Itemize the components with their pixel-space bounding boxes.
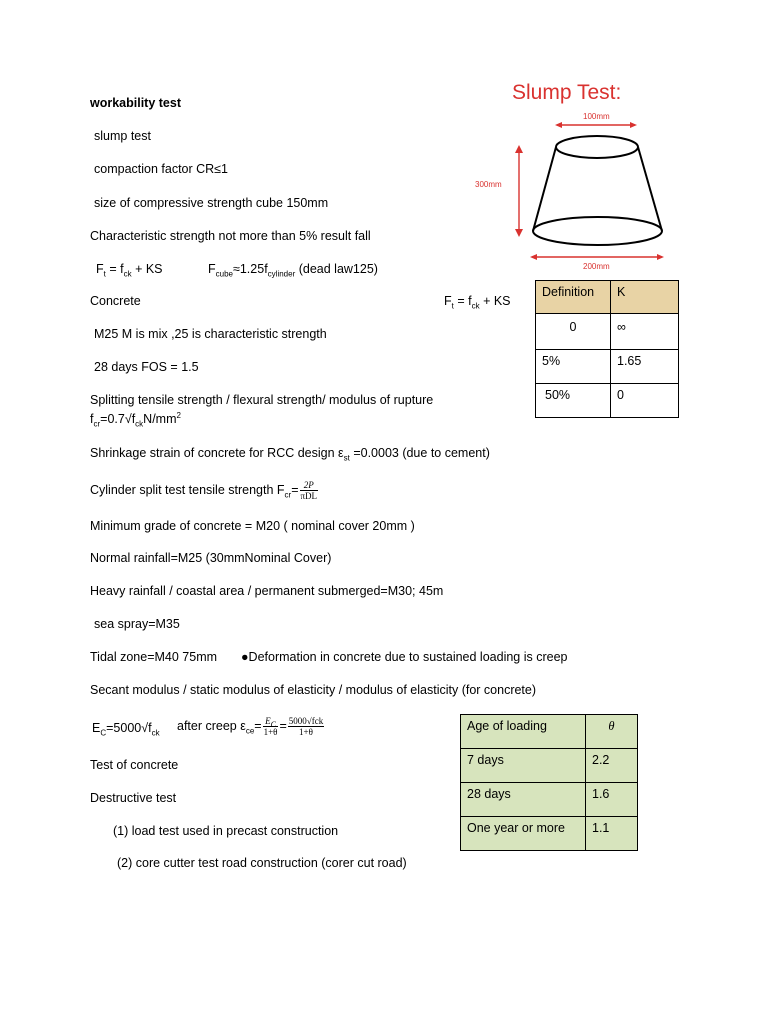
line-cube-size: size of compressive strength cube 150mm — [94, 196, 329, 210]
table-cell: 1.1 — [586, 817, 638, 851]
table-cell: 1.65 — [611, 350, 679, 384]
header-k: K — [611, 281, 679, 314]
fraction-2p-pidl: $\frac{2P}{\text{πDL}}$ — [300, 480, 318, 501]
line-load-test: (1) load test used in precast construction — [113, 824, 339, 838]
line-fcube-formula: $F_{cube}\approx 1.25f_{cylinder}$ (dead law125) — [208, 262, 378, 279]
line-creep-formula: after creep $\varepsilon_{ce}=$ $\frac{E_C}{1+\theta}$ = $\frac{\text{5000√fck}}{1+\theta}$ — [177, 716, 324, 737]
line-slump-test: slump test — [94, 129, 151, 143]
table-row — [461, 749, 638, 783]
height-dim-label: 300mm — [475, 180, 502, 189]
line-tidal-zone: Tidal zone=M40 75mm — [90, 650, 218, 664]
line-cylinder-split: Cylinder split test tensile strength $F_{cr}=$ $\frac{2P}{\text{πDL}}$ — [90, 480, 318, 501]
line-test-of-concrete: Test of concrete — [90, 758, 179, 772]
table-cell: 0 — [536, 314, 611, 350]
header-age-of-loading: Age of loading — [461, 715, 586, 749]
table-row — [461, 783, 638, 817]
table-row — [536, 384, 679, 418]
cone-top-ellipse — [556, 136, 638, 158]
line-normal-rainfall: Normal rainfall=M25 (30mmNominal Cover) — [90, 551, 332, 565]
line-fos: 28 days FOS = 1.5 — [94, 360, 199, 374]
line-concrete: Concrete — [90, 294, 141, 308]
line-sea-spray: sea spray=M35 — [94, 617, 180, 631]
table-cell: 28 days — [461, 783, 586, 817]
line-heavy-rainfall: Heavy rainfall / coastal area / permanent submerged=M30; 45m — [90, 584, 444, 598]
slump-cone-diagram — [462, 68, 678, 278]
creep-coefficient-table — [460, 714, 638, 851]
table-header-row — [536, 281, 679, 314]
k-value-table — [535, 280, 679, 418]
cone-base-ellipse — [533, 217, 662, 245]
table-cell: 50% — [536, 384, 611, 418]
table-cell: 2.2 — [586, 749, 638, 783]
table-cell: 0 — [611, 384, 679, 418]
line-ft-formula-2: $F_t = f_{ck}$ + KS — [444, 294, 511, 311]
bottom-dim-label: 200mm — [583, 262, 610, 271]
cone-left-edge — [533, 147, 556, 231]
heading-workability: workability test — [90, 96, 181, 110]
table-cell: One year or more — [461, 817, 586, 851]
line-minimum-grade: Minimum grade of concrete = M20 ( nominal cover 20mm ) — [90, 519, 415, 533]
top-dim-label: 100mm — [583, 112, 610, 121]
line-secant-modulus: Secant modulus / static modulus of elasticity / modulus of elasticity (for concrete) — [90, 683, 537, 697]
slump-test-figure — [462, 68, 678, 278]
line-ft-formula: $F_t = f_{ck}$ + KS — [96, 262, 163, 279]
line-core-cutter: (2) core cutter test road construction (corer cut road) — [117, 856, 407, 870]
table-cell: 1.6 — [586, 783, 638, 817]
line-compaction-factor: compaction factor CR≤1 — [94, 162, 228, 176]
table-cell: 7 days — [461, 749, 586, 783]
cone-right-edge — [638, 147, 662, 231]
line-m25: M25 M is mix ,25 is characteristic strength — [94, 327, 327, 341]
table-cell: 5% — [536, 350, 611, 384]
line-ec-formula: $E_C=5000√f_{ck}$ — [92, 721, 160, 738]
line-shrinkage: Shrinkage strain of concrete for RCC design $\varepsilon_{st} =0.0003$ (due to cement) — [90, 446, 490, 463]
header-theta: θ — [586, 715, 638, 749]
table-cell: ∞ — [611, 314, 679, 350]
table-header-row — [461, 715, 638, 749]
line-destructive-test: Destructive test — [90, 791, 177, 805]
line-characteristic-strength: Characteristic strength not more than 5% result fall — [90, 229, 371, 243]
table-row — [536, 314, 679, 350]
table-row — [461, 817, 638, 851]
table-row — [536, 350, 679, 384]
line-splitting-tensile: Splitting tensile strength / flexural strength/ modulus of rupture — [90, 393, 434, 407]
line-fcr-formula: $f_{cr}=0.7√f_{ck}N/mm^2$ — [90, 410, 181, 429]
line-creep-definition: ●Deformation in concrete due to sustained loading is creep — [241, 650, 568, 664]
figure-title: Slump Test: — [512, 81, 622, 104]
header-definition: Definition — [536, 281, 611, 314]
